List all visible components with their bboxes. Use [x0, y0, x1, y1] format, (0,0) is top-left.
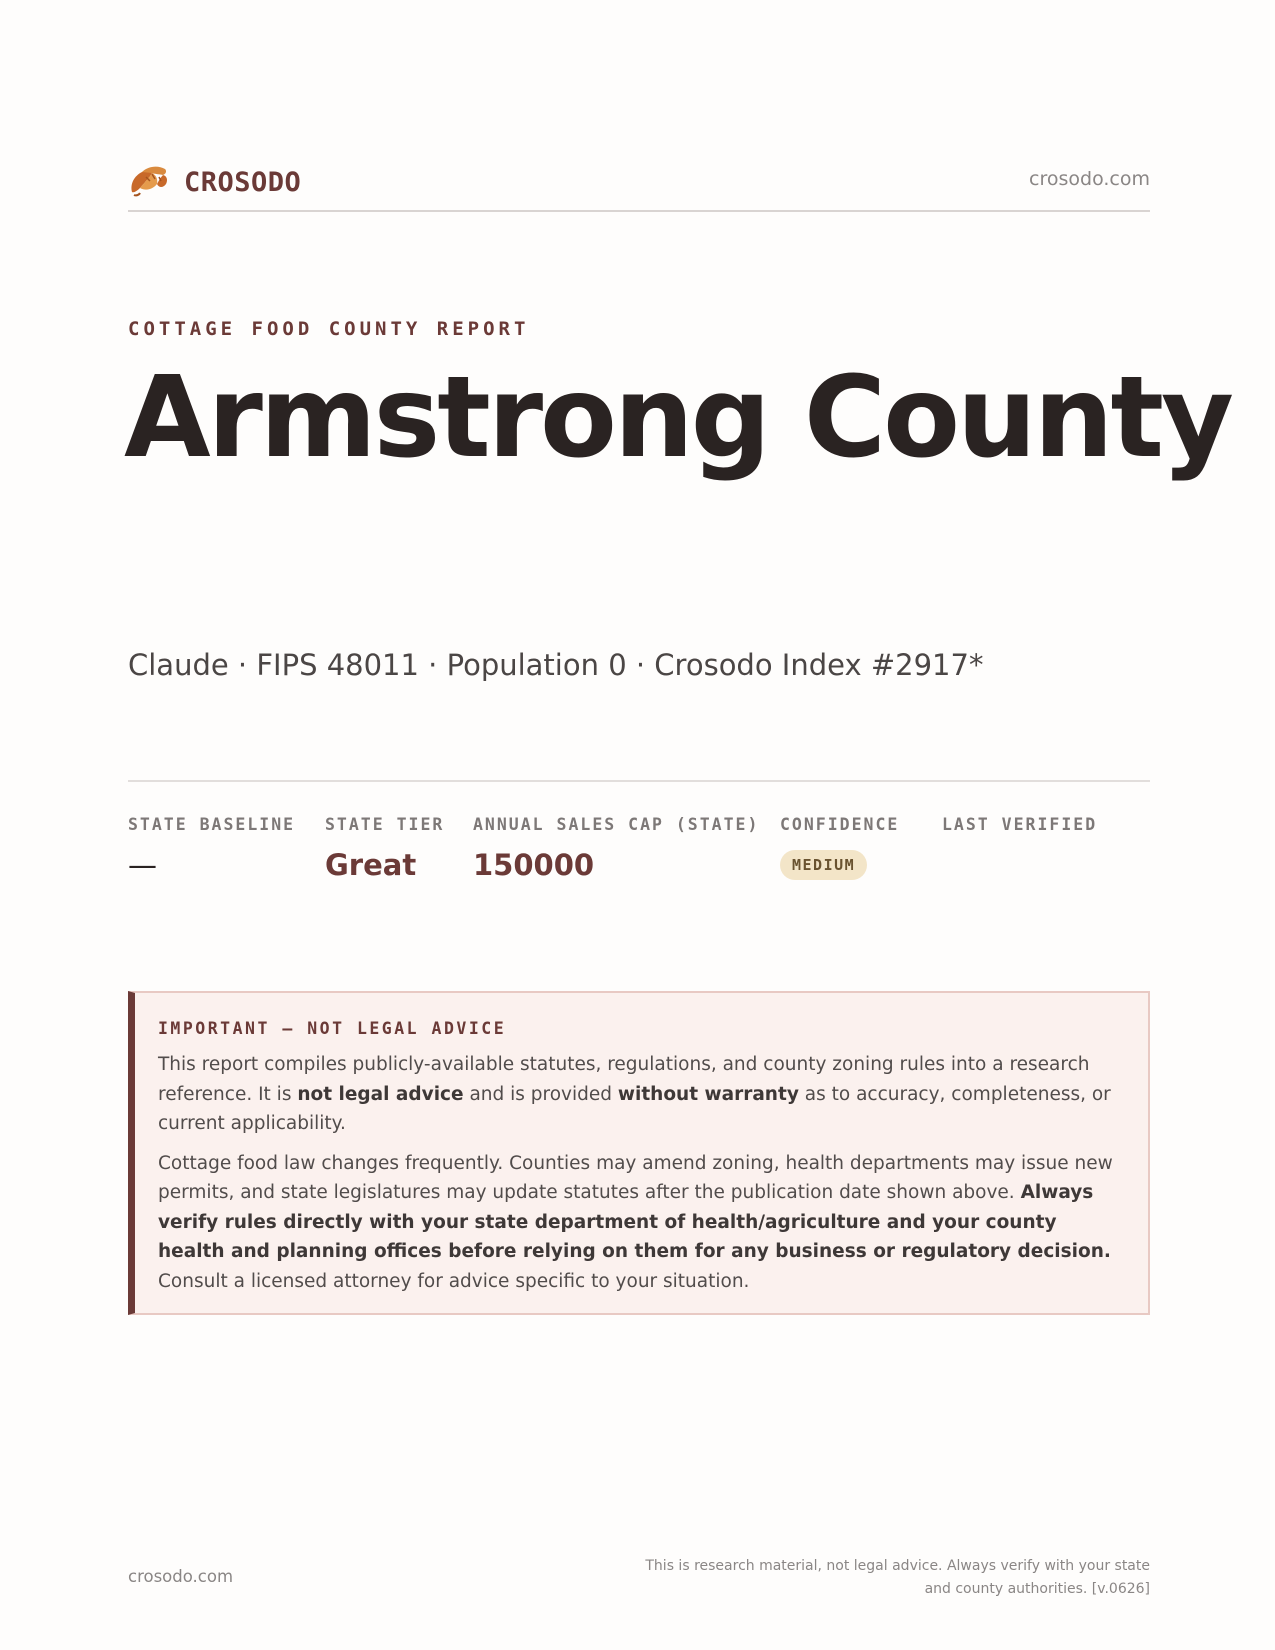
notice-emphasis: Always verify rules directly with your state department of health/agriculture and your county health and planning offices before relying on them for any business or regulatory decision.: [158, 1182, 1111, 1262]
stat-state-tier: [325, 815, 444, 882]
county-meta: Claude · FIPS 48011 · Population 0 · Crosodo Index #2917*: [128, 648, 984, 682]
notice-emphasis: without warranty: [617, 1083, 799, 1105]
croissant-icon: [128, 162, 170, 202]
stat-last-verified: [942, 815, 1097, 848]
stat-value: —: [128, 848, 157, 882]
stats-row: [128, 815, 1150, 895]
stat-value: 150000: [473, 848, 595, 882]
page-header: [128, 158, 1150, 212]
footer-disclaimer: [630, 1555, 1150, 1601]
stat-label: LAST VERIFIED: [942, 815, 1098, 834]
stat-label: STATE TIER: [325, 815, 445, 834]
footer-disclaimer-line: and county authorities. [v.0626]: [924, 1581, 1150, 1597]
report-eyebrow: COTTAGE FOOD COUNTY REPORT: [128, 318, 530, 340]
stat-label: ANNUAL SALES CAP (STATE): [473, 815, 760, 834]
stat-value: Great: [325, 848, 417, 882]
stat-state-baseline: [128, 815, 295, 882]
footer-disclaimer-line: This is research material, not legal advice. Always verify with your state: [645, 1558, 1150, 1574]
notice-text: and is provided: [463, 1083, 618, 1105]
legal-notice: [128, 991, 1150, 1315]
stat-annual-sales-cap: [473, 815, 759, 882]
brand[interactable]: [128, 162, 301, 202]
notice-text: Consult a licensed attorney for advice specific to your situation.: [158, 1270, 750, 1292]
notice-text: This report compiles publicly-available statutes, regulations, and county zoning rules into a research reference. It is: [158, 1054, 1090, 1105]
site-link[interactable]: crosodo.com: [1029, 168, 1150, 190]
notice-text: as to accuracy, completeness, or current applicability.: [158, 1083, 1111, 1134]
notice-paragraph: [158, 1149, 1124, 1297]
brand-name: CROSODO: [184, 166, 302, 198]
stat-label: CONFIDENCE: [780, 815, 900, 834]
stat-label: STATE BASELINE: [128, 815, 296, 834]
confidence-badge: MEDIUM: [780, 850, 867, 880]
footer-site-link[interactable]: crosodo.com: [128, 1567, 234, 1586]
page-title: Armstrong County: [124, 353, 1232, 483]
divider: [128, 780, 1150, 782]
notice-text: Cottage food law changes frequently. Counties may amend zoning, health departments may issue new permits, and state legislatures may update statutes after the publication date shown above.: [158, 1152, 1113, 1203]
notice-emphasis: not legal advice: [297, 1083, 464, 1105]
notice-title: IMPORTANT — NOT LEGAL ADVICE: [158, 1019, 507, 1038]
stat-confidence: [780, 815, 899, 880]
notice-paragraph: [158, 1050, 1124, 1139]
